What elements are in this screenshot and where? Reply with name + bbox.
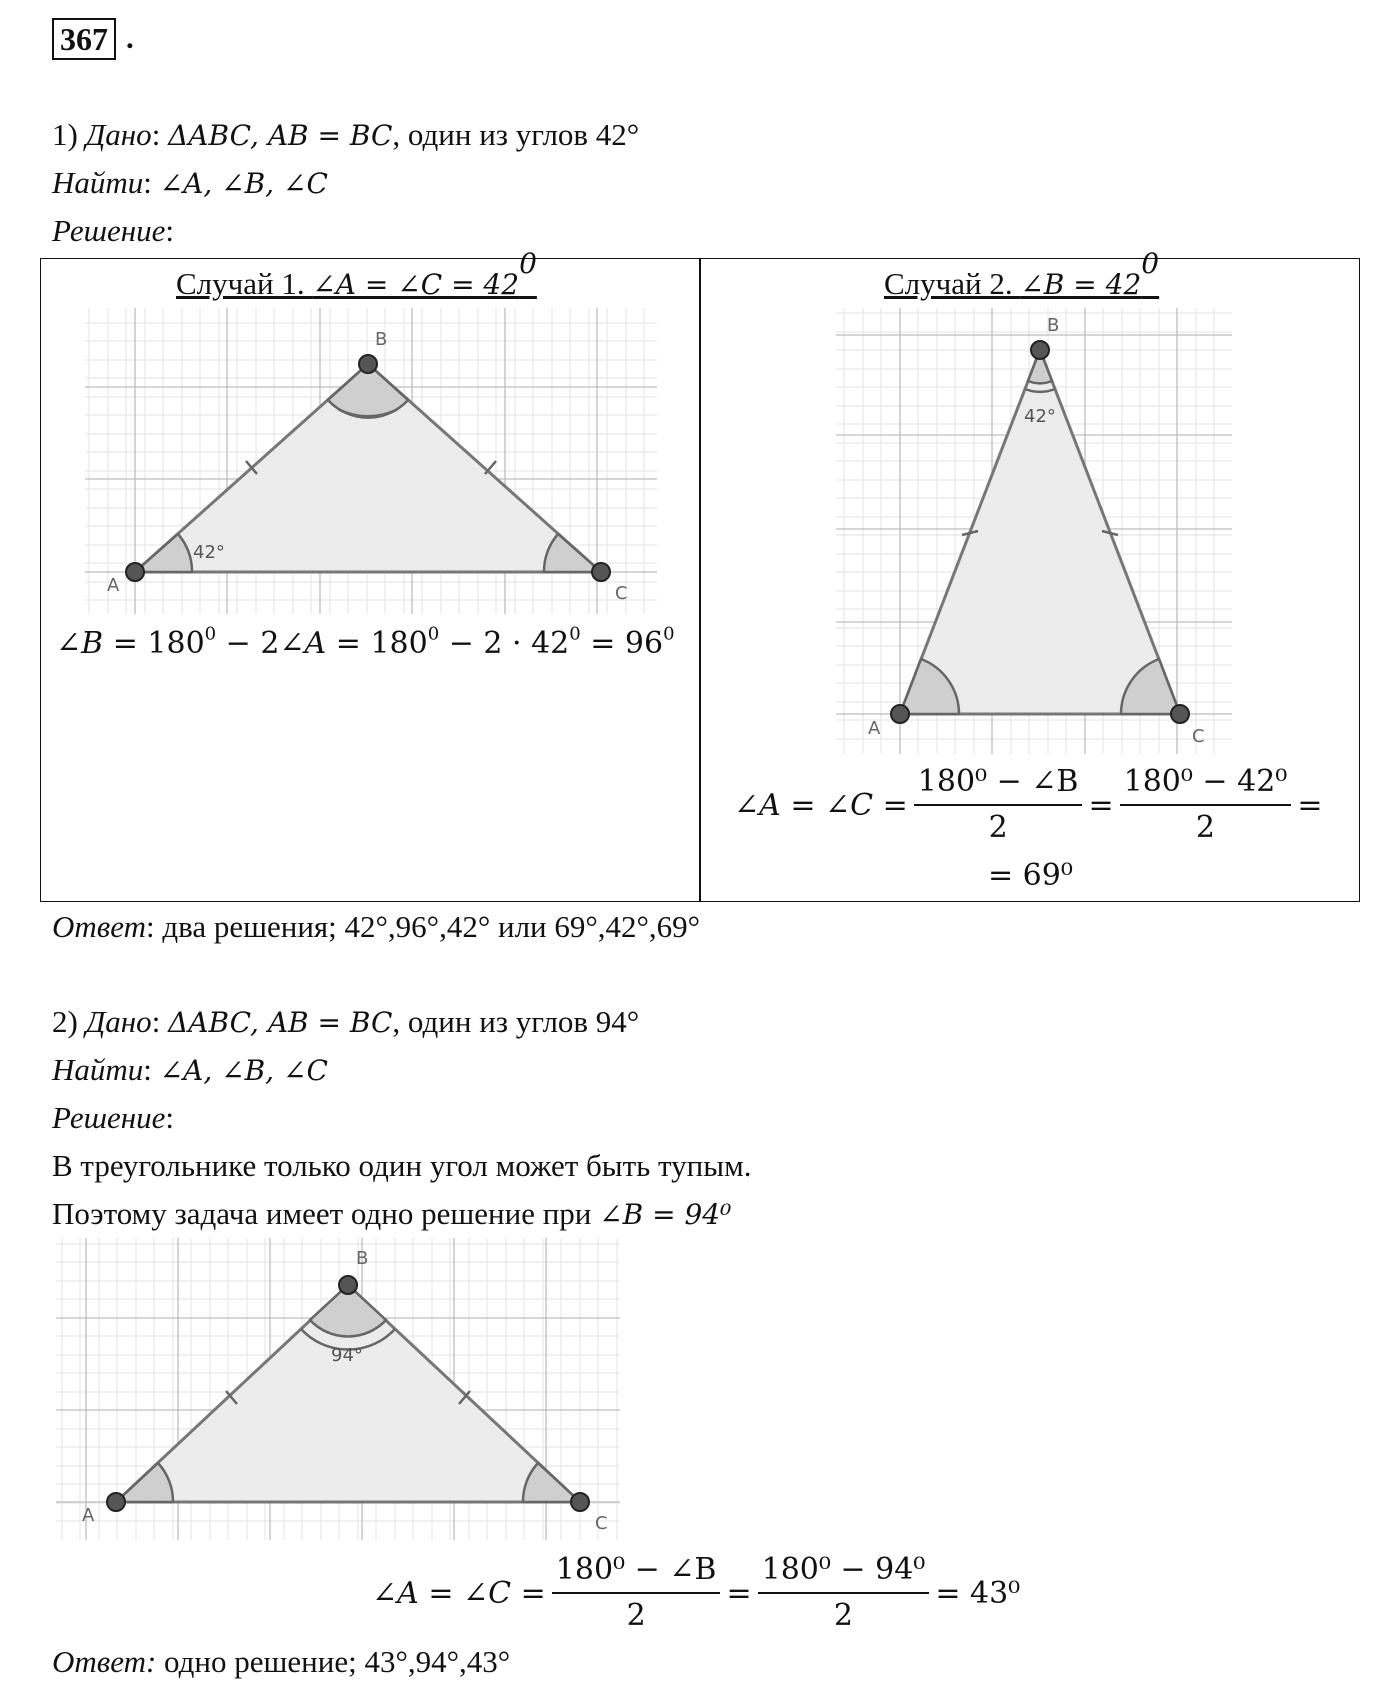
angle-label: 94° <box>331 1345 363 1366</box>
vertex-label-a: A <box>82 1505 95 1526</box>
cases-table-divider <box>699 258 701 902</box>
part2-line2: Поэтому задача имеет одно решение при ∠B = 94⁰ <box>52 1196 732 1231</box>
vertex-label-c: C <box>615 583 628 604</box>
part2-formula: ∠A = ∠C = $\frac{\text{180⁰ − ∠B}}{2}$ = $\frac{\text{180⁰ − 94⁰}}{2}$ = 43⁰ <box>372 1552 1021 1633</box>
angle-label: 42° <box>193 542 225 563</box>
problem-number: 367 <box>52 18 116 60</box>
case1-triangle-figure <box>85 308 657 614</box>
part2-line1: В треугольнике только один угол может быть тупым. <box>52 1148 752 1183</box>
case2-triangle-figure <box>836 308 1232 754</box>
part2-answer: Ответ: одно решение; 43°,94°,43° <box>52 1644 511 1679</box>
vertex-label-b: B <box>356 1248 369 1269</box>
angle-label: 42° <box>1024 406 1056 427</box>
part1-answer: Ответ: два решения; 42°,96°,42° или 69°,42°,69° <box>52 909 701 944</box>
vertex-label-a: A <box>868 718 881 739</box>
case1-title: Случай 1. ∠A = ∠C = $42^0$ <box>176 247 537 301</box>
part2-given: 2) Дано: ΔABC, AB = BC, один из углов 94° <box>52 1004 640 1039</box>
part1-find: Найти: ∠A, ∠B, ∠C <box>52 165 328 200</box>
case2-formula: ∠A = ∠C = $\frac{\text{180⁰ − ∠B}}{2}$ = $\frac{\text{180⁰ − 42⁰}}{2}$ = <box>734 764 1323 845</box>
vertex-label-b: B <box>1047 315 1060 336</box>
problem-number-dot: . <box>126 20 134 55</box>
vertex-label-c: C <box>595 1513 608 1534</box>
vertex-label-a: A <box>107 575 120 596</box>
vertex-label-b: B <box>375 329 388 350</box>
part1-solution-label: Решение: <box>52 213 174 248</box>
case2-result: = 69⁰ <box>988 858 1073 893</box>
vertex-label-c: C <box>1192 726 1205 747</box>
part2-solution-label: Решение: <box>52 1100 174 1135</box>
case2-title: Случай 2. ∠B = $42^0$ <box>884 247 1160 301</box>
case1-formula: ∠B = $180^0$ − 2∠A = $180^0 - 2 \cdot 42^0 = 96^0$ <box>56 623 675 661</box>
part1-given: 1) Дано: ΔABC, AB = BC, один из углов 42° <box>52 117 640 152</box>
part2-triangle-figure <box>56 1238 620 1540</box>
part2-find: Найти: ∠A, ∠B, ∠C <box>52 1052 328 1087</box>
